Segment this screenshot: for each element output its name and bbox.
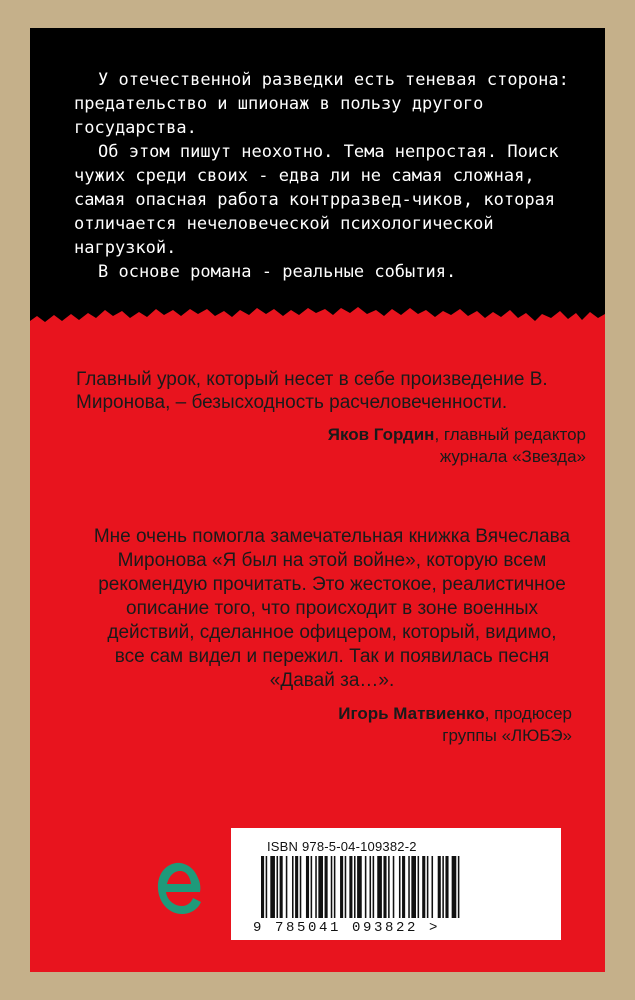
barcode-bar bbox=[261, 856, 264, 918]
quote-matvienko bbox=[92, 525, 572, 747]
barcode-bar bbox=[325, 856, 328, 918]
barcode-panel bbox=[231, 828, 561, 940]
barcode-bar bbox=[334, 856, 336, 918]
barcode-bar bbox=[318, 856, 323, 918]
barcode-bar bbox=[300, 856, 302, 918]
annotation-paragraph: Об этом пишут неохотно. Тема непростая. Поиск чужих среди своих - едва ли не самая сложная, самая опасная работа контрразвед-чиков, которая отличается нечеловеческой психологической нагрузкой. bbox=[74, 142, 559, 258]
barcode-bar bbox=[418, 856, 420, 918]
barcode-bar bbox=[432, 856, 434, 918]
barcode-bar bbox=[388, 856, 390, 918]
quote-author-role-line2: журнала «Звезда» bbox=[439, 447, 586, 466]
quote-text: Главный урок, который несет в себе произведение В. Миронова, – безысходность расчеловеченности. bbox=[76, 369, 548, 413]
barcode-bar bbox=[349, 856, 352, 918]
barcode-bar bbox=[306, 856, 309, 918]
annotation-paragraph: У отечественной разведки есть теневая сторона: предательство и шпионаж в пользу другого государства. bbox=[74, 70, 569, 138]
barcode-bar bbox=[408, 856, 410, 918]
barcode-bar bbox=[292, 856, 294, 918]
annotation-text bbox=[74, 68, 574, 284]
barcode-bar bbox=[445, 856, 448, 918]
barcode bbox=[261, 856, 531, 918]
barcode-bar bbox=[277, 856, 279, 918]
quote-author-role-line2: группы «ЛЮБЭ» bbox=[442, 726, 572, 745]
barcode-bar bbox=[365, 856, 367, 918]
barcode-bar bbox=[438, 856, 441, 918]
book-back-cover bbox=[30, 28, 605, 972]
quote-author: Яков Гордин bbox=[327, 425, 435, 444]
barcode-digits: 9 785041 093822 > bbox=[253, 920, 441, 936]
barcode-bar bbox=[270, 856, 275, 918]
barcode-bar bbox=[422, 856, 425, 918]
quote-gordin bbox=[76, 368, 586, 468]
barcode-bar bbox=[373, 856, 375, 918]
isbn-label: ISBN 978-5-04-109382-2 bbox=[267, 839, 417, 854]
barcode-bar bbox=[411, 856, 416, 918]
barcode-bar bbox=[458, 856, 460, 918]
barcode-bar bbox=[377, 856, 382, 918]
barcode-bar bbox=[311, 856, 313, 918]
barcode-bar bbox=[402, 856, 405, 918]
barcode-bar bbox=[266, 856, 268, 918]
barcode-bar bbox=[357, 856, 362, 918]
barcode-bar bbox=[393, 856, 395, 918]
barcode-bar bbox=[331, 856, 333, 918]
barcode-bar bbox=[383, 856, 386, 918]
barcode-bar bbox=[354, 856, 356, 918]
quote-author-role: , продюсер bbox=[484, 704, 572, 723]
quote-author-role: , главный редактор bbox=[434, 425, 586, 444]
barcode-bar bbox=[315, 856, 317, 918]
barcode-bar bbox=[286, 856, 288, 918]
barcode-bar bbox=[340, 856, 343, 918]
barcode-bar bbox=[280, 856, 283, 918]
quote-author: Игорь Матвиенко bbox=[338, 704, 485, 723]
quote-attribution bbox=[76, 424, 586, 468]
barcode-bar bbox=[399, 856, 401, 918]
annotation-paragraph: В основе романа - реальные события. bbox=[98, 262, 457, 282]
barcode-bar bbox=[427, 856, 429, 918]
barcode-bar bbox=[452, 856, 457, 918]
barcode-bar bbox=[345, 856, 347, 918]
barcode-bar bbox=[370, 856, 372, 918]
eksmo-logo-icon bbox=[154, 858, 206, 920]
quote-text: Мне очень помогла замечательная книжка Вячеслава Миронова «Я был на этой войне», которую всем рекомендую прочитать. Это жестокое, реалистичное описание того, что происходит в зоне военных действий, сделанное офицером, который, видимо, все сам видел и пережил. Так и появилась песня «Давай за…». bbox=[93, 526, 571, 691]
quote-attribution bbox=[92, 703, 572, 747]
barcode-bar bbox=[295, 856, 298, 918]
barcode-bar bbox=[442, 856, 444, 918]
